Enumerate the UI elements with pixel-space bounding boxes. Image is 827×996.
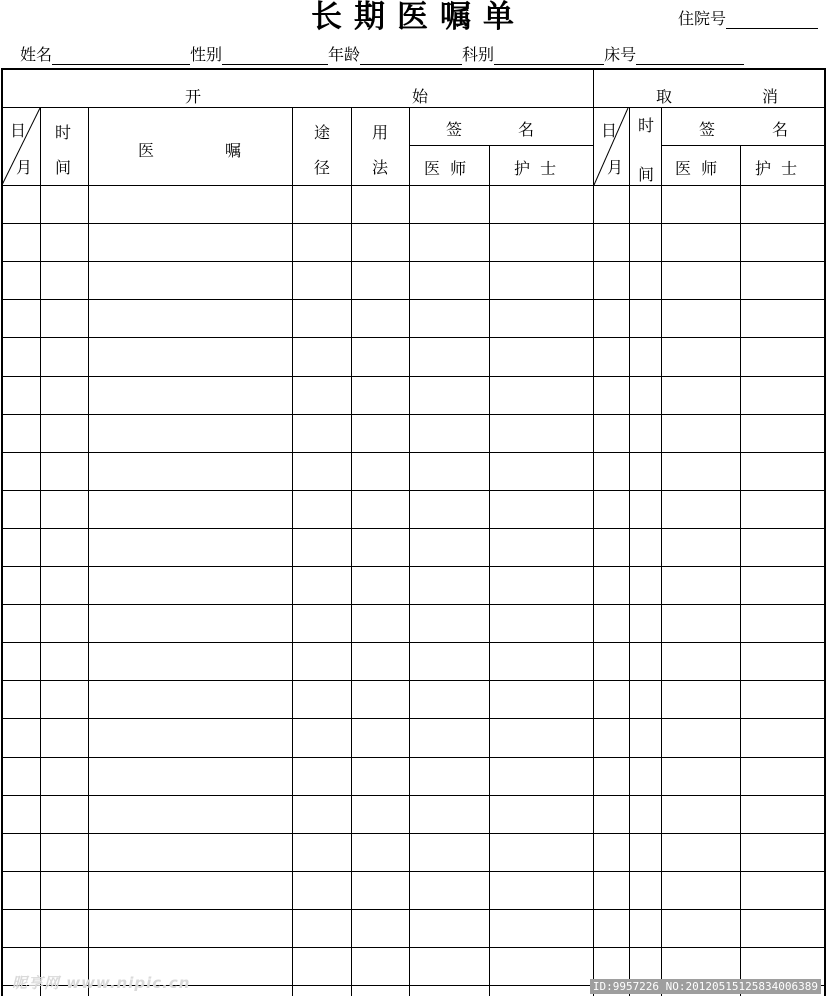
table-row-line bbox=[1, 376, 826, 377]
column-divider bbox=[740, 145, 741, 996]
start-cancel-divider bbox=[593, 68, 594, 996]
start-group-label-1: 开 bbox=[185, 87, 202, 106]
table-row-line bbox=[1, 718, 826, 719]
header-bottom-border bbox=[1, 185, 826, 186]
start-group-label-2: 始 bbox=[412, 87, 429, 106]
start-signature-header-2: 名 bbox=[518, 120, 535, 139]
table-row-line bbox=[1, 833, 826, 834]
start-nurse-header: 护 士 bbox=[514, 159, 557, 178]
watermark-id: ID:9957226 NO:20120515125834006389 bbox=[590, 979, 821, 994]
age-label: 年龄 bbox=[328, 45, 361, 64]
start-doctor-header: 医 师 bbox=[424, 159, 467, 178]
cancel-time-header-1: 时 bbox=[638, 116, 655, 135]
start-signature-subdivider bbox=[409, 145, 593, 146]
table-row-line bbox=[1, 452, 826, 453]
order-header-2: 嘱 bbox=[225, 141, 242, 160]
column-divider bbox=[88, 107, 89, 996]
order-header-1: 医 bbox=[138, 141, 155, 160]
watermark-site: 昵享网 www.nipic.cn bbox=[12, 974, 191, 992]
cancel-signature-subdivider bbox=[661, 145, 826, 146]
table-row-line bbox=[1, 871, 826, 872]
column-divider bbox=[351, 107, 352, 996]
table-row-line bbox=[1, 947, 826, 948]
cancel-time-header-2: 间 bbox=[638, 165, 655, 184]
table-row-line bbox=[1, 337, 826, 338]
table-row-line bbox=[1, 528, 826, 529]
cancel-date-diagonal bbox=[593, 107, 633, 187]
usage-header-2: 法 bbox=[372, 158, 389, 177]
column-divider bbox=[292, 107, 293, 996]
cancel-group-label-2: 消 bbox=[762, 87, 779, 106]
table-row-line bbox=[1, 604, 826, 605]
table-row-line bbox=[1, 757, 826, 758]
cancel-group-label-1: 取 bbox=[656, 87, 673, 106]
table-row-line bbox=[1, 795, 826, 796]
cancel-month-header: 月 bbox=[607, 158, 624, 177]
page-title: 长期医嘱单 bbox=[311, 0, 526, 35]
column-divider bbox=[409, 107, 410, 996]
start-date-diagonal bbox=[0, 107, 45, 187]
start-month-header: 月 bbox=[16, 158, 33, 177]
name-label: 姓名 bbox=[20, 45, 53, 64]
column-divider bbox=[661, 107, 662, 996]
cancel-signature-header-2: 名 bbox=[772, 120, 789, 139]
route-header-2: 径 bbox=[314, 158, 331, 177]
table-row-line bbox=[1, 642, 826, 643]
watermark-bar bbox=[0, 974, 827, 996]
group-header-divider bbox=[1, 107, 826, 108]
table-top-border bbox=[1, 68, 826, 70]
admission-number-label: 住院号 bbox=[678, 9, 727, 28]
department-label: 科别 bbox=[462, 45, 495, 64]
cancel-day-header: 日 bbox=[601, 121, 618, 140]
usage-header-1: 用 bbox=[372, 123, 389, 142]
start-time-header-1: 时 bbox=[55, 123, 72, 142]
table-row-line bbox=[1, 299, 826, 300]
route-header-1: 途 bbox=[314, 123, 331, 142]
bed-label: 床号 bbox=[604, 45, 637, 64]
start-day-header: 日 bbox=[10, 121, 27, 140]
column-divider bbox=[40, 107, 41, 996]
table-row-line bbox=[1, 490, 826, 491]
table-row-line bbox=[1, 680, 826, 681]
column-divider bbox=[489, 145, 490, 996]
gender-label: 性别 bbox=[190, 45, 223, 64]
table-row-line bbox=[1, 223, 826, 224]
cancel-signature-header-1: 签 bbox=[699, 120, 716, 139]
cancel-doctor-header: 医 师 bbox=[675, 159, 718, 178]
column-divider bbox=[629, 107, 630, 996]
table-row-line bbox=[1, 566, 826, 567]
table-row-line bbox=[1, 261, 826, 262]
table-row-line bbox=[1, 909, 826, 910]
table-right-border bbox=[824, 68, 826, 996]
start-signature-header-1: 签 bbox=[446, 120, 463, 139]
table-left-border bbox=[1, 68, 3, 996]
start-time-header-2: 间 bbox=[55, 158, 72, 177]
cancel-nurse-header: 护 士 bbox=[755, 159, 798, 178]
table-row-line bbox=[1, 414, 826, 415]
